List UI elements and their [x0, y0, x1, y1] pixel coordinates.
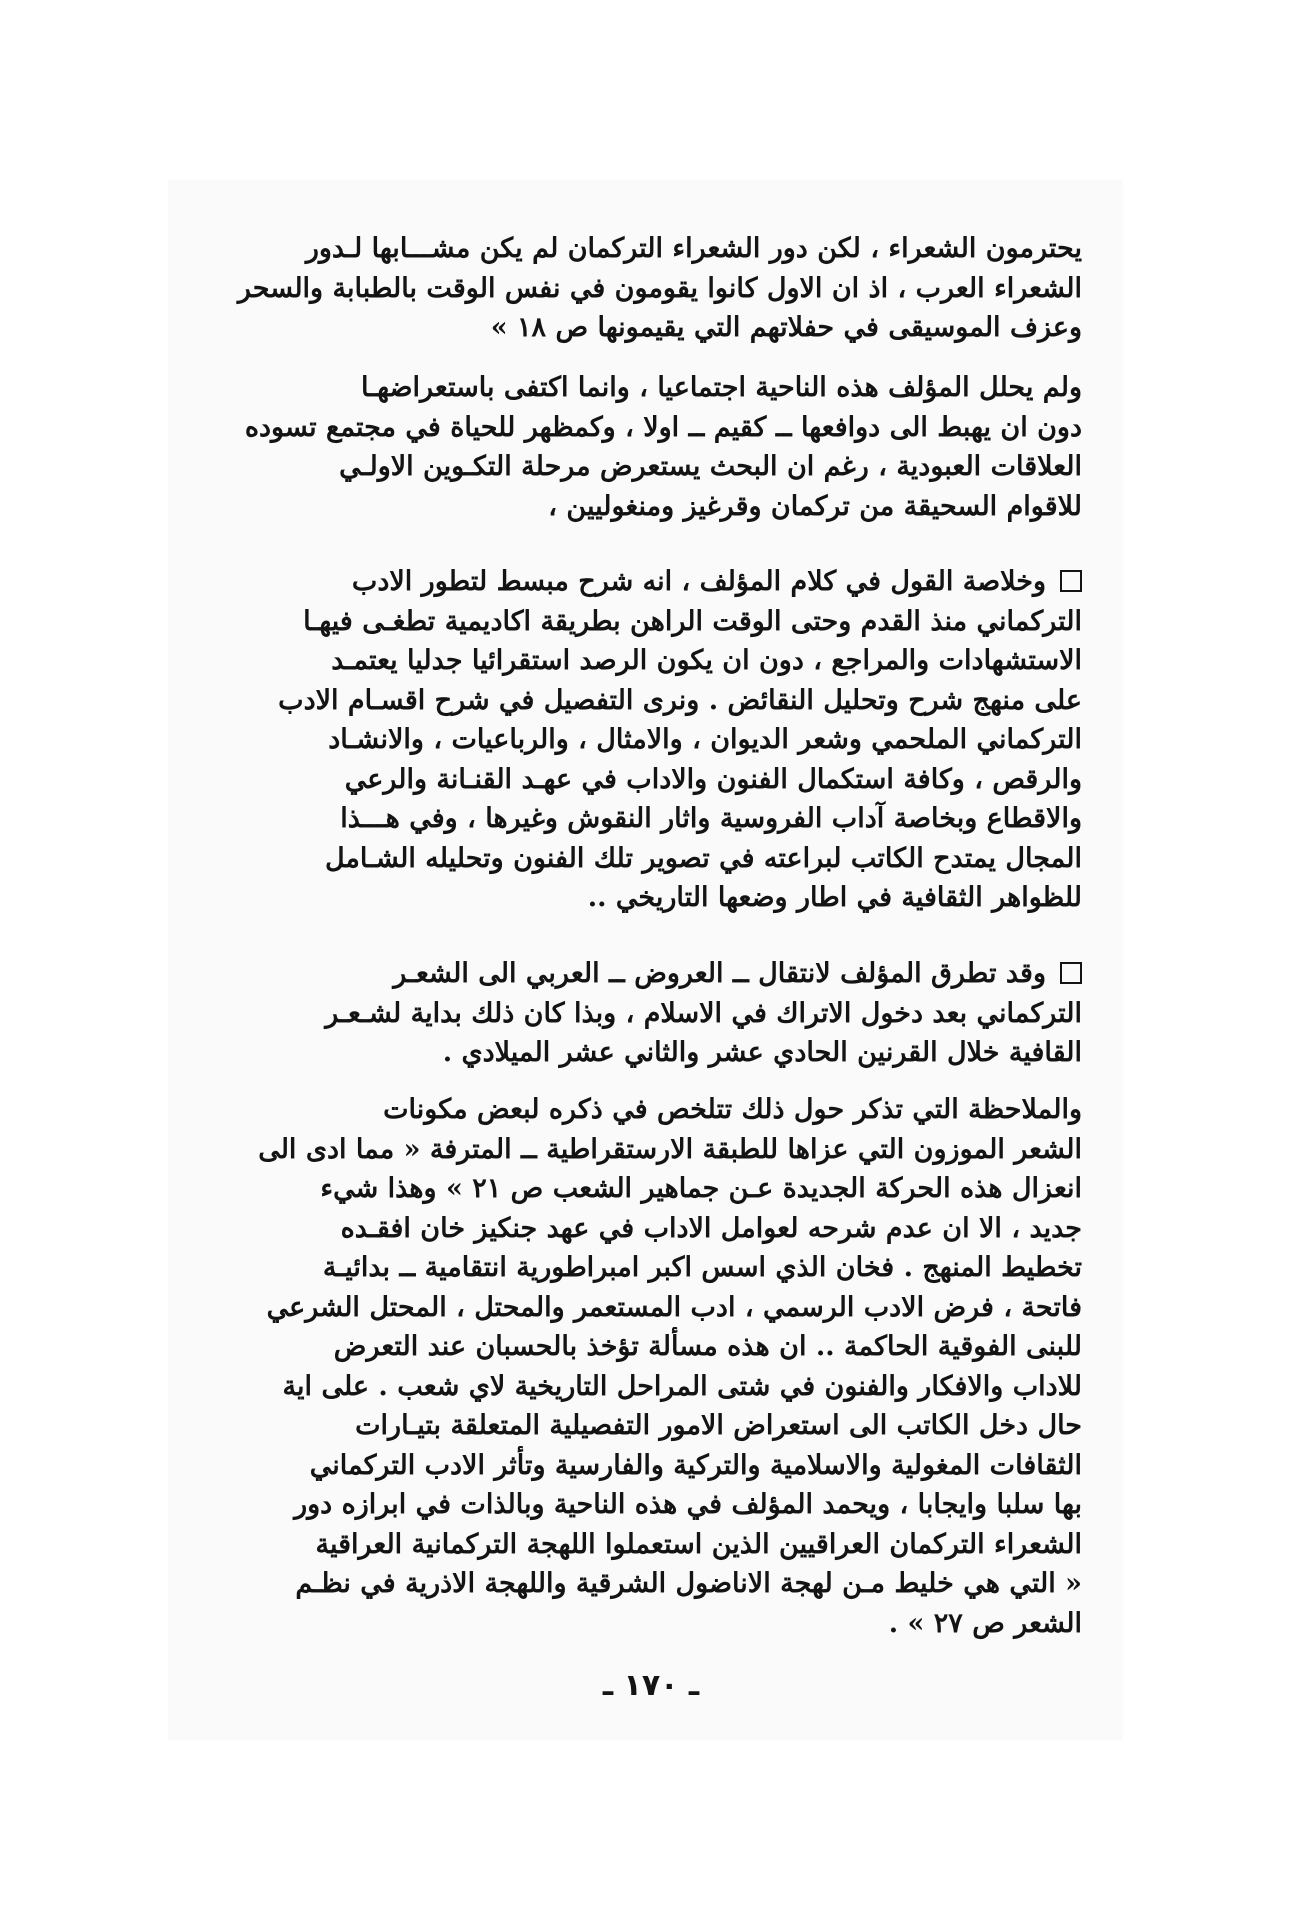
- text-line: التركماني بعد دخول الاتراك في الاسلام ، وبذا كان ذلك بداية لشـعـر: [325, 997, 1082, 1029]
- paragraph-5: [220, 1090, 1082, 1643]
- text-line: للظواهر الثقافية في اطار وضعها التاريخي ..: [587, 882, 1082, 913]
- text-line: التركماني الملحمي وشعر الديوان ، والامثال ، والرباعيات ، والانشـاد: [328, 724, 1082, 755]
- paragraph-4: [220, 954, 1082, 1073]
- text-line: الشعراء العرب ، اذ ان الاول كانوا يقومون في نفس الوقت بالطبابة والسحر: [237, 272, 1082, 304]
- text-line: انعزال هذه الحركة الجديدة عـن جماهير الشعب ص ٢١ » وهذا شيء: [320, 1173, 1082, 1204]
- text-line: فاتحة ، فرض الادب الرسمي ، ادب المستعمر والمحتل ، المحتل الشرعي: [266, 1291, 1082, 1323]
- text-line: ولم يحلل المؤلف هذه الناحية اجتماعيا ، وانما اكتفى باستعراضهـا: [361, 372, 1082, 403]
- text-line: والاقطاع وبخاصة آداب الفروسية واثار النقوش وغيرها ، وفي هـــذا: [340, 803, 1082, 834]
- paragraph-1: [220, 229, 1082, 348]
- text-line: القافية خلال القرنين الحادي عشر والثاني عشر الميلادي .: [442, 1037, 1082, 1068]
- text-line: تخطيط المنهج . فخان الذي اسس اكبر امبراطورية انتقامية ــ بدائيـة: [322, 1252, 1082, 1283]
- text-line: الاستشهادات والمراجع ، دون ان يكون الرصد استقرائيا جدليا يعتمـد: [331, 645, 1082, 676]
- text-line: والملاحظة التي تذكر حول ذلك تتلخص في ذكره لبعض مكونات: [383, 1094, 1082, 1125]
- paragraph-3: [220, 562, 1082, 918]
- text-line: « التي هي خليط مـن لهجة الاناضول الشرقية واللهجة الاذرية في نظـم: [295, 1568, 1082, 1599]
- text-line: والرقص ، وكافة استكمال الفنون والاداب في عهـد القنـانة والرعي: [344, 763, 1082, 795]
- text-line: دون ان يهبط الى دوافعها ــ كقيم ــ اولا ، وكمظهر للحياة في مجتمع تسوده: [244, 411, 1082, 443]
- text-line-with-box: [220, 954, 1082, 994]
- text-line: وعزف الموسيقى في حفلاتهم التي يقيمونها ص ١٨ »: [490, 312, 1082, 343]
- text-line: بها سلبا وايجابا ، ويحمد المؤلف في هذه الناحية وبالذات في ابرازه دور: [294, 1489, 1082, 1520]
- text-line: على منهج شرح وتحليل النقائض . ونرى التفصيل في شرح اقسـام الادب: [278, 684, 1082, 716]
- text-line: الشعر الموزون التي عزاها للطبقة الارستقراطية ــ المترفة « مما ادى الى: [258, 1133, 1082, 1165]
- text-line: الشعراء التركمان العراقيين الذين استعملوا اللهجة التركمانية العراقية: [315, 1528, 1082, 1560]
- text-line: الشعر ص ٢٧ » .: [888, 1607, 1082, 1639]
- text-line-with-box: [220, 562, 1082, 602]
- text-line: يحترمون الشعراء ، لكن دور الشعراء التركمان لم يكن مشـــابها لـدور: [305, 233, 1082, 264]
- square-bullet-icon: [1060, 962, 1082, 984]
- text-line: التركماني منذ القدم وحتى الوقت الراهن بطريقة اكاديمية تطغـى فيهـا: [303, 605, 1082, 637]
- text-line: الثقافات المغولية والاسلامية والتركية والفارسية وتأثر الادب التركماني: [309, 1449, 1082, 1481]
- text-line: للاداب والافكار والفنون في شتى المراحل التاريخية لاي شعب . على اية: [282, 1370, 1082, 1402]
- text-line: المجال يمتدح الكاتب لبراعته في تصوير تلك الفنون وتحليله الشـامل: [324, 842, 1082, 874]
- text-line: حال دخل الكاتب الى استعراض الامور التفصيلية المتعلقة بتيـارات: [355, 1410, 1082, 1441]
- paragraph-2: [220, 368, 1082, 526]
- text-line-content: وقد تطرق المؤلف لانتقال ــ العروض ــ العربي الى الشعـر: [393, 958, 1046, 989]
- text-line-content: وخلاصة القول في كلام المؤلف ، انه شرح مبسط لتطور الادب: [351, 566, 1046, 597]
- text-line: للبنى الفوقية الحاكمة .. ان هذه مسألة تؤخذ بالحسبان عند التعرض: [333, 1331, 1082, 1362]
- square-bullet-icon: [1060, 570, 1082, 592]
- text-line: العلاقات العبودية ، رغم ان البحث يستعرض مرحلة التكـوين الاولـي: [339, 451, 1082, 482]
- page-number: ـ ١٧٠ ـ: [602, 1668, 700, 1703]
- text-line: جديد ، الا ان عدم شرحه لعوامل الاداب في عهد جنكيز خان افقـده: [340, 1212, 1082, 1244]
- text-line: للاقوام السحيقة من تركمان وقرغيز ومنغوليين ،: [548, 490, 1082, 522]
